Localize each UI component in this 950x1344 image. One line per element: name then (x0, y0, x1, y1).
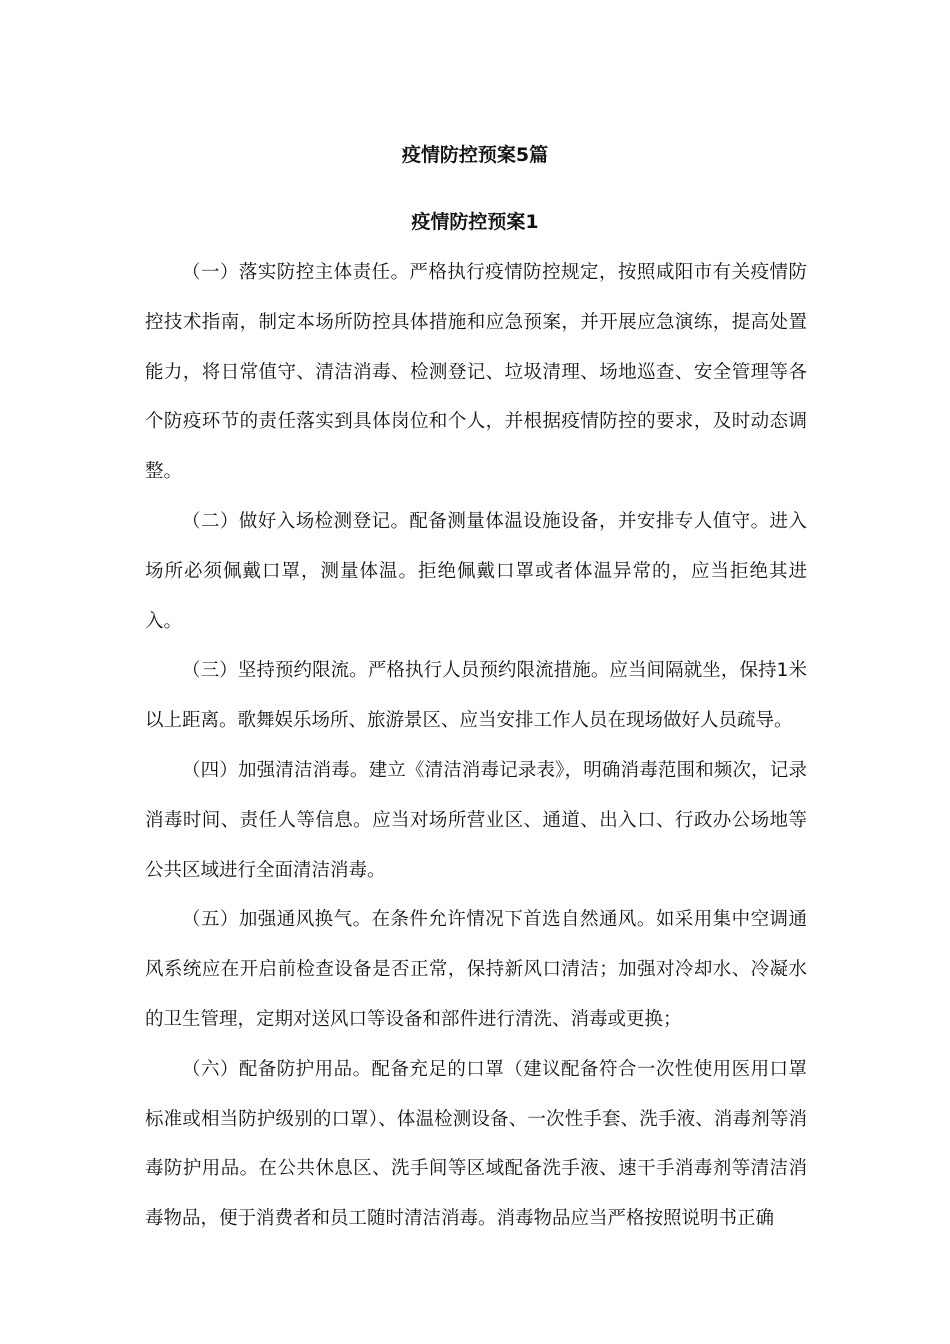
paragraph-5: （五）加强通风换气。在条件允许情况下首选自然通风。如采用集中空调通风系统应在开启前检查设备是否正常，保持新风口清洁；加强对冷却水、冷凝水的卫生管理，定期对送风口等设备和部件进行清洗、消毒或更换； (145, 909, 807, 1030)
document-body (145, 248, 807, 1244)
paragraph-1: （一）落实防控主体责任。严格执行疫情防控规定，按照咸阳市有关疫情防控技术指南，制定本场所防控具体措施和应急预案，并开展应急演练，提高处置能力，将日常值守、清洁消毒、检测登记、垃圾清理、场地巡查、安全管理等各个防疫环节的责任落实到具体岗位和个人，并根据疫情防控的要求，及时动态调整。 (145, 262, 807, 483)
paragraph-3: （三）坚持预约限流。严格执行人员预约限流措施。应当间隔就坐，保持1米以上距离。歌舞娱乐场所、旅游景区、应当安排工作人员在现场做好人员疏导。 (145, 660, 807, 732)
section-title: 疫情防控预案1 (411, 211, 539, 233)
document-title: 疫情防控预案5篇 (401, 144, 549, 166)
paragraph-2: （二）做好入场检测登记。配备测量体温设施设备，并安排专人值守。进入场所必须佩戴口罩，测量体温。拒绝佩戴口罩或者体温异常的，应当拒绝其进入。 (145, 510, 807, 632)
paragraph-6: （六）配备防护用品。配备充足的口罩（建议配备符合一次性使用医用口罩标准或相当防护级别的口罩）、体温检测设备、一次性手套、洗手液、消毒剂等消毒防护用品。在公共休息区、洗手间等区域配备洗手液、速干手消毒剂等清洁消毒物品，便于消费者和员工随时清洁消毒。消毒物品应当严格按照说明书正确 (145, 1058, 807, 1230)
paragraph-4: （四）加强清洁消毒。建立《清洁消毒记录表》，明确消毒范围和频次，记录消毒时间、责任人等信息。应当对场所营业区、通道、出入口、行政办公场地等公共区域进行全面清洁消毒。 (145, 759, 807, 881)
